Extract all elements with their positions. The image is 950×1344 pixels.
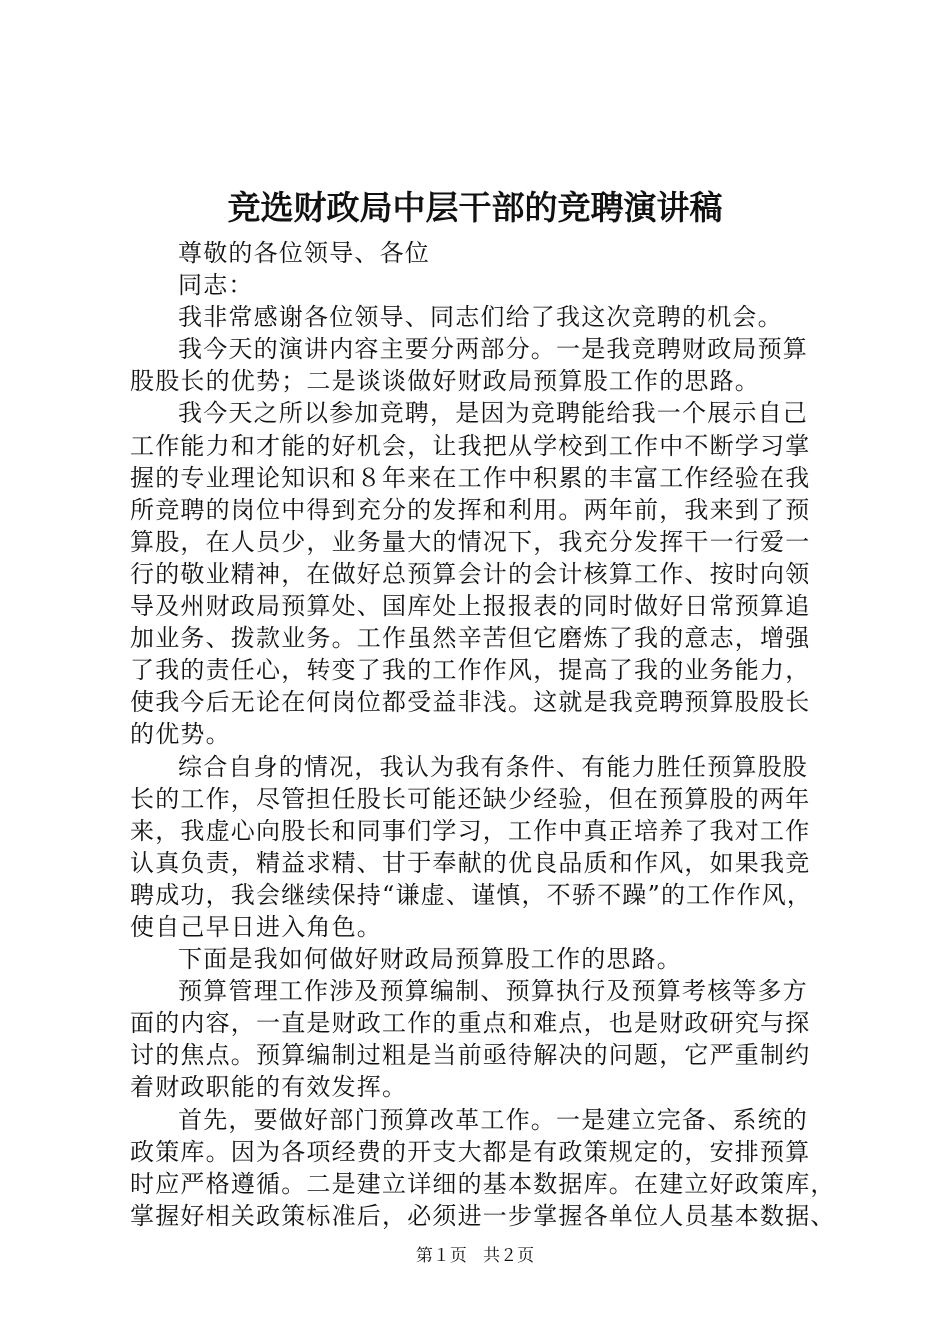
text-line: 时应严格遵循。二是建立详细的基本数据库。在建立好政策库， bbox=[130, 1169, 836, 1198]
text-line: 来，我虚心向股长和同事们学习，工作中真正培养了我对工作 bbox=[130, 816, 811, 845]
text-line: 导及州财政局预算处、国库处上报报表的同时做好日常预算追 bbox=[130, 592, 811, 621]
page-number: 第１页 bbox=[415, 1246, 467, 1266]
text-line: 综合自身的情况，我认为我有条件、有能力胜任预算股股 bbox=[178, 752, 808, 781]
text-line: 聘成功，我会继续保持“谦虚、谨慎，不骄不躁”的工作作风， bbox=[130, 880, 813, 909]
text-line: 同志： bbox=[178, 271, 254, 300]
document-body bbox=[130, 237, 836, 1232]
text-line: 握的专业理论知识和８年来在工作中积累的丰富工作经验在我 bbox=[130, 463, 811, 492]
text-line: 面的内容，一直是财政工作的重点和难点，也是财政研究与探 bbox=[130, 1009, 811, 1038]
text-line: 我今天的演讲内容主要分两部分。一是我竞聘财政局预算 bbox=[178, 335, 808, 364]
text-line: 加业务、拨款业务。工作虽然辛苦但它磨炼了我的意志，增强 bbox=[130, 624, 811, 653]
text-line: 行的敬业精神，在做好总预算会计的会计核算工作、按时向领 bbox=[130, 559, 811, 588]
text-line: 我非常感谢各位领导、同志们给了我这次竞聘的机会。 bbox=[178, 303, 783, 332]
text-line: 预算管理工作涉及预算编制、预算执行及预算考核等多方 bbox=[178, 977, 808, 1006]
text-line: 着财政职能的有效发挥。 bbox=[130, 1073, 408, 1102]
text-line: 使自己早日进入角色。 bbox=[130, 912, 382, 941]
page-footer bbox=[0, 1245, 950, 1267]
text-line: 股股长的优势；二是谈谈做好财政局预算股工作的思路。 bbox=[130, 367, 760, 396]
page-total: 共２页 bbox=[483, 1246, 535, 1266]
text-line: 了我的责任心，转变了我的工作作风，提高了我的业务能力， bbox=[130, 656, 811, 685]
text-line: 长的工作，尽管担任股长可能还缺少经验，但在预算股的两年 bbox=[130, 784, 811, 813]
text-line: 首先，要做好部门预算改革工作。一是建立完备、系统的 bbox=[178, 1105, 808, 1134]
text-line: 认真负责，精益求精、甘于奉献的优良品质和作风，如果我竞 bbox=[130, 848, 811, 877]
text-line: 工作能力和才能的好机会，让我把从学校到工作中不断学习掌 bbox=[130, 431, 811, 460]
document-title: 竞选财政局中层干部的竞聘演讲稿 bbox=[227, 188, 723, 227]
text-line: 尊敬的各位领导、各位 bbox=[178, 239, 430, 267]
text-line: 所竞聘的岗位中得到充分的发挥和利用。两年前，我来到了预 bbox=[130, 495, 811, 524]
text-line: 的优势。 bbox=[130, 720, 231, 749]
text-line: 讨的焦点。预算编制过粗是当前亟待解决的问题，它严重制约 bbox=[130, 1041, 811, 1070]
text-line: 政策库。因为各项经费的开支大都是有政策规定的，安排预算 bbox=[130, 1137, 811, 1166]
text-line: 下面是我如何做好财政局预算股工作的思路。 bbox=[178, 945, 682, 974]
text-line: 掌握好相关政策标准后，必须进一步掌握各单位人员基本数据、 bbox=[130, 1201, 836, 1230]
text-line: 算股，在人员少，业务量大的情况下，我充分发挥干一行爱一 bbox=[130, 527, 811, 556]
text-line: 使我今后无论在何岗位都受益非浅。这就是我竞聘预算股股长 bbox=[130, 688, 811, 717]
footer-gap bbox=[472, 1246, 477, 1266]
text-line: 我今天之所以参加竞聘，是因为竞聘能给我一个展示自己 bbox=[178, 399, 808, 428]
